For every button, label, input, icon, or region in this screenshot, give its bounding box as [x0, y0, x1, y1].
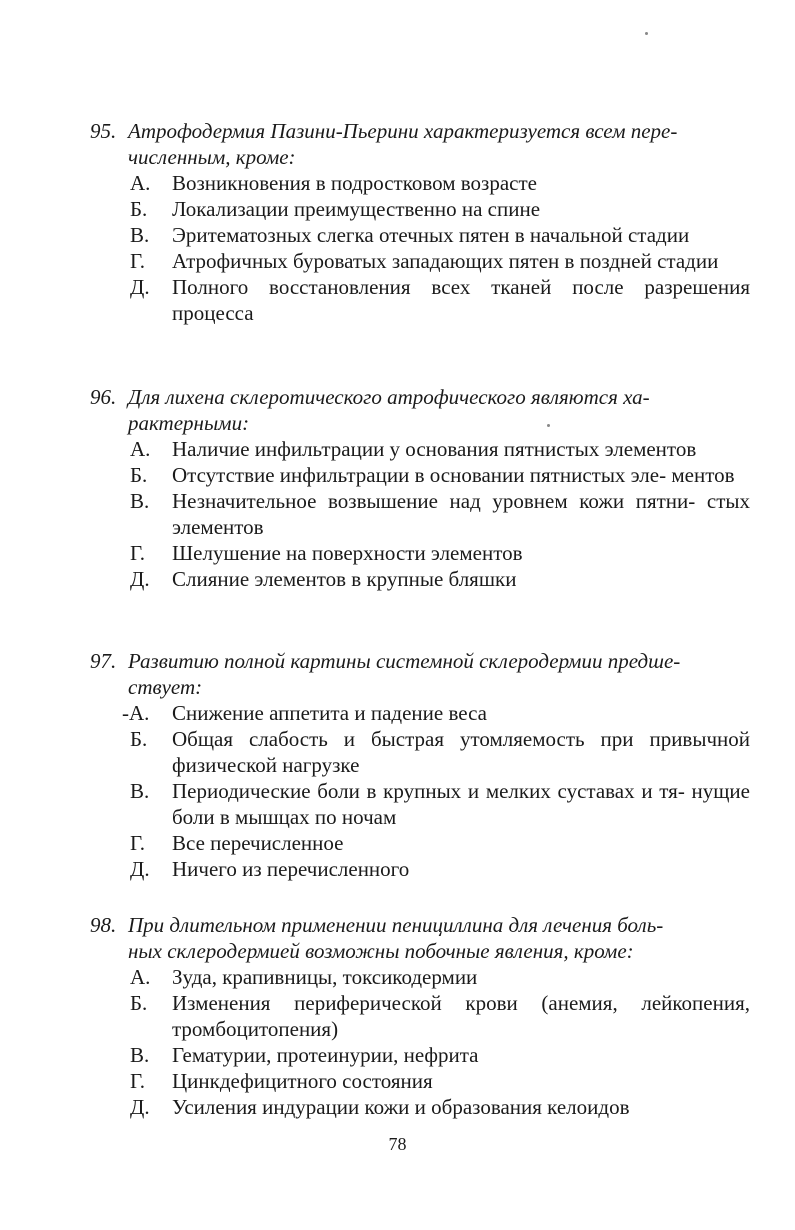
question-98 — [90, 912, 750, 1120]
option-a — [90, 436, 750, 462]
option-letter: В. — [130, 1043, 150, 1067]
answer-options — [90, 170, 750, 326]
question-number: 96. — [90, 385, 117, 409]
option-letter: А. — [130, 965, 151, 989]
option-b — [90, 196, 750, 222]
answer-options — [90, 436, 750, 592]
option-letter: Д. — [130, 1095, 150, 1119]
option-letter: В. — [130, 779, 150, 803]
option-a — [90, 964, 750, 990]
option-b — [90, 726, 750, 778]
question-95 — [90, 118, 750, 326]
option-g — [90, 1068, 750, 1094]
option-letter: Г. — [130, 831, 146, 855]
question-number: 95. — [90, 119, 117, 143]
option-text: Все перечисленное — [172, 831, 344, 855]
option-text: Гематурии, протеинурии, нефрита — [172, 1043, 479, 1067]
question-number: 97. — [90, 649, 117, 673]
option-d — [90, 274, 750, 326]
option-text: Атрофичных буроватых западающих пятен в поздней стадии — [172, 249, 719, 273]
option-text: Общая слабость и быстрая утомляемость при привычной физической нагрузке — [172, 727, 750, 777]
page-number: 78 — [388, 1134, 407, 1154]
option-d — [90, 1094, 750, 1120]
option-letter: -А. — [122, 701, 150, 725]
option-text: Слияние элементов в крупные бляшки — [172, 567, 517, 591]
option-v — [90, 222, 750, 248]
question-97 — [90, 648, 750, 882]
option-g — [90, 248, 750, 274]
option-v — [90, 488, 750, 540]
question-stem-line-1: Развитию полной картины системной склеродермии предше- — [128, 649, 681, 673]
option-letter: Д. — [130, 567, 150, 591]
option-d — [90, 856, 750, 882]
option-text: Полного восстановления всех тканей после разрешения процесса — [172, 275, 750, 325]
option-text: Усиления индурации кожи и образования келоидов — [172, 1095, 630, 1119]
question-stem-line-1: Для лихена склеротического атрофического являются ха- — [128, 385, 650, 409]
option-text: Цинкдефицитного состояния — [172, 1069, 433, 1093]
option-g — [90, 540, 750, 566]
option-text: Зуда, крапивницы, токсикодермии — [172, 965, 478, 989]
scan-speck — [547, 424, 550, 427]
option-letter: Д. — [130, 275, 150, 299]
option-text: Незначительное возвышение над уровнем кожи пятни- стых элементов — [172, 489, 750, 539]
option-text: Ничего из перечисленного — [172, 857, 410, 881]
option-letter: В. — [130, 489, 150, 513]
option-d — [90, 566, 750, 592]
option-letter: Б. — [130, 463, 148, 487]
option-text: Изменения периферической крови (анемия, лейкопения, тромбоцитопения) — [172, 991, 750, 1041]
option-a — [90, 700, 750, 726]
option-v — [90, 1042, 750, 1068]
option-text: Эритематозных слегка отечных пятен в начальной стадии — [172, 223, 690, 247]
question-stem-line-2: ствует: — [128, 675, 203, 699]
question-stem-line-1: Атрофодермия Пазини-Пьерини характеризуется всем пере- — [128, 119, 678, 143]
option-letter: Б. — [130, 991, 148, 1015]
option-text: Периодические боли в крупных и мелких суставах и тя- нущие боли в мышцах по ночам — [172, 779, 750, 829]
option-letter: А. — [130, 171, 151, 195]
option-letter: Г. — [130, 249, 146, 273]
option-letter: Б. — [130, 727, 148, 751]
option-text: Отсутствие инфильтрации в основании пятнистых эле- ментов — [172, 463, 735, 487]
option-letter: Г. — [130, 541, 146, 565]
question-stem — [90, 912, 750, 964]
option-letter: Д. — [130, 857, 150, 881]
option-letter: В. — [130, 223, 150, 247]
question-stem-line-2: рактерными: — [128, 411, 250, 435]
option-text: Шелушение на поверхности элементов — [172, 541, 523, 565]
option-letter: Б. — [130, 197, 148, 221]
option-letter: Г. — [130, 1069, 146, 1093]
question-96 — [90, 384, 750, 592]
answer-options — [90, 700, 750, 882]
option-letter: А. — [130, 437, 151, 461]
question-stem — [90, 118, 750, 170]
option-text: Возникновения в подростковом возрасте — [172, 171, 537, 195]
answer-options — [90, 964, 750, 1120]
question-stem — [90, 384, 750, 436]
option-b — [90, 462, 750, 488]
question-stem — [90, 648, 750, 700]
question-number: 98. — [90, 913, 117, 937]
option-v — [90, 778, 750, 830]
question-stem-line-1: При длительном применении пенициллина для лечения боль- — [128, 913, 664, 937]
option-text: Снижение аппетита и падение веса — [172, 701, 487, 725]
question-stem-line-2: численным, кроме: — [128, 145, 296, 169]
option-a — [90, 170, 750, 196]
question-stem-line-2: ных склеродермией возможны побочные явления, кроме: — [128, 939, 634, 963]
scan-speck — [645, 32, 648, 35]
option-g — [90, 830, 750, 856]
option-text: Наличие инфильтрации у основания пятнистых элементов — [172, 437, 697, 461]
option-b — [90, 990, 750, 1042]
option-text: Локализации преимущественно на спине — [172, 197, 541, 221]
